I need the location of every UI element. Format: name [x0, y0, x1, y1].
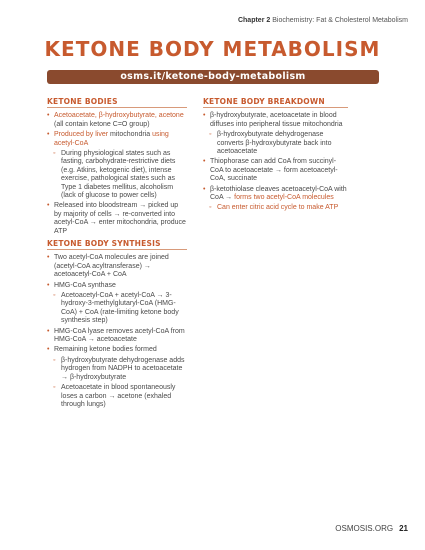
- list-item: • Produced by liver mitochondria using acetyl-CoA: [47, 131, 187, 148]
- sub-list-item: ◦ β-hydroxybutyrate dehydrogenase converts β-hydroxybutyrate back into acetoacetate: [203, 131, 348, 156]
- chapter-label: Chapter 2: [237, 17, 271, 24]
- sub-list-item: ◦ During physiological states such as fasting, carbohydrate-restrictive diets (e.g. Atkins, ketogenic diet), intense exercise, pathological states such as Type 1 diabetes mellitus, alcoholism (lack of glucose to power cells): [47, 150, 187, 200]
- url-banner[interactable]: osms.it/ketone-body-metabolism: [47, 70, 379, 84]
- synthesis-heading: KETONE BODY SYNTHESIS: [47, 240, 187, 250]
- breakdown-heading: KETONE BODY BREAKDOWN: [203, 98, 348, 108]
- list-item: • Remaining ketone bodies formed: [47, 346, 187, 354]
- page-title: KETONE BODY METABOLISM: [44, 37, 381, 61]
- running-header: [238, 17, 408, 24]
- breakdown-section: [203, 98, 348, 215]
- list-item: • Acetoacetate, β-hydroxybutyrate, acetone (all contain ketone C=O group): [47, 112, 187, 129]
- list-item: • HMG-CoA lyase removes acetyl-CoA from HMG-CoA → acetoacetate: [47, 328, 187, 345]
- synthesis-section: [47, 240, 187, 411]
- page-number: 21: [399, 524, 408, 533]
- sub-list-item: ◦ β-hydroxybutyrate dehydrogenase adds hydrogen from NADPH to acetoacetate → β-hydroxybutyrate: [47, 357, 187, 382]
- sub-list-item: ◦ Can enter citric acid cycle to make ATP: [203, 204, 348, 212]
- list-item: • β-ketothiolase cleaves acetoacetyl-CoA with CoA → forms two acetyl-CoA molecules: [203, 186, 348, 203]
- footer-site: OSMOSIS.ORG: [335, 524, 394, 533]
- page-footer: [335, 524, 408, 533]
- list-item: • HMG-CoA synthase: [47, 282, 187, 290]
- ketone-bodies-heading: KETONE BODIES: [47, 98, 187, 108]
- list-item: • β-hydroxybutyrate, acetoacetate in blood diffuses into peripheral tissue mitochondria: [203, 112, 348, 129]
- sub-list-item: ◦ Acetoacetyl-CoA + acetyl-CoA → 3-hydroxy-3-methylglutaryl-CoA (HMG-CoA) + CoA (rate-limiting ketone body synthesis step): [47, 292, 187, 326]
- chapter-topic: Biochemistry: Fat & Cholesterol Metabolism: [272, 17, 408, 24]
- ketone-bodies-section: [47, 98, 187, 238]
- sub-list-item: ◦ Acetoacetate in blood spontaneously loses a carbon → acetone (exhaled through lungs): [47, 384, 187, 409]
- list-item: • Thiophorase can add CoA from succinyl-CoA to acetoacetate → form acetoacetyl-CoA, succinate: [203, 158, 348, 183]
- list-item: • Released into bloodstream → picked up by majority of cells → re-converted into acetyl-CoA → enter mitochondria, produce ATP: [47, 202, 187, 236]
- list-item: • Two acetyl-CoA molecules are joined (acetyl-CoA acyltransferase) → acetoacetyl-CoA + CoA: [47, 254, 187, 279]
